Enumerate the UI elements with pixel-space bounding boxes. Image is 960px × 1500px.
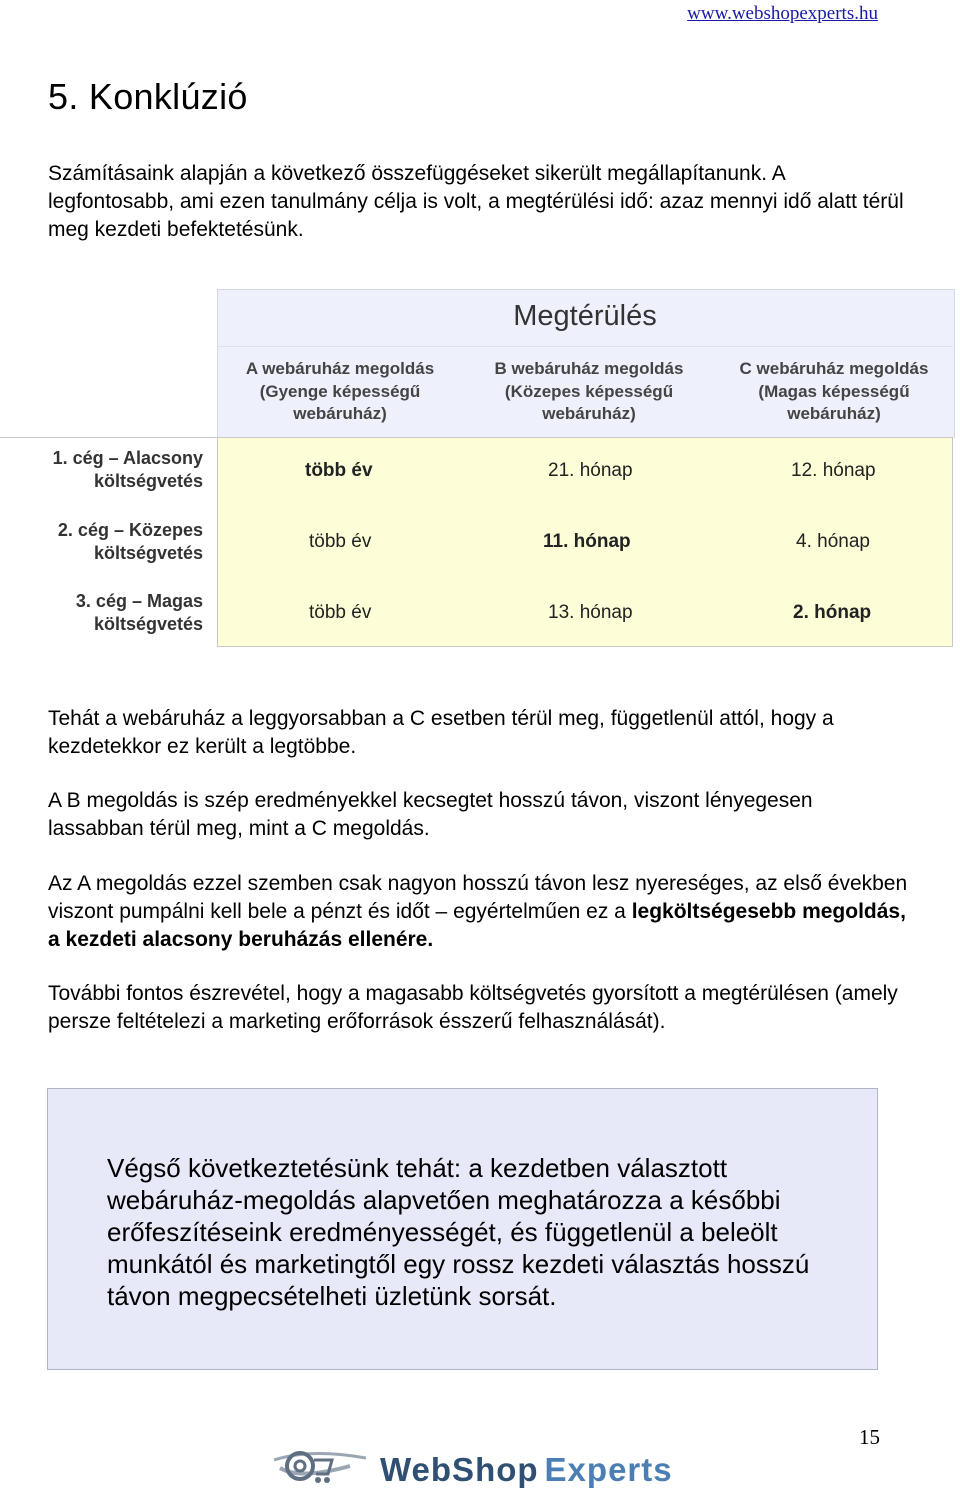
conclusion-text: Végső következtetésünk tehát: a kezdetben választott webáruház-megoldás alapvetően meghatározza a későbbi erőfeszítéseink eredményességét, és függetlenül a beleölt munkától és marketingtől egy rossz kezdeti választás hosszú távon megpecsételheti üzletünk sorsát. [107, 1153, 810, 1311]
cell-3-c: 2. hónap [793, 602, 872, 623]
table-divider [218, 346, 953, 347]
row-header-2: 2. cég – Közepes költségvetés [57, 520, 203, 563]
logo-word-webshop: WebShop [380, 1451, 539, 1488]
cell-1-c: 12. hónap [791, 460, 876, 481]
logo-word-experts: Experts [544, 1451, 673, 1488]
table-title: Megtérülés [513, 300, 657, 332]
page-number: 15 [859, 1425, 880, 1449]
paragraph-3-emphasis: legköltségesebb megoldás, a kezdeti alacsony beruházás ellenére. [48, 900, 906, 951]
row-header-3: 3. cég – Magas költségvetés [75, 591, 203, 634]
cell-1-b: 21. hónap [548, 460, 633, 481]
cell-3-a: több év [309, 602, 372, 623]
website-link[interactable]: www.webshopexperts.hu [687, 3, 878, 24]
row-header-1: 1. cég – Alacsony költségvetés [52, 448, 203, 491]
column-header-a: A webáruház megoldás (Gyenge képességű webáruház) [245, 359, 435, 423]
paragraph-4: További fontos észrevétel, hogy a magasabb költségvetés gyorsított a megtérülésen (amely persze feltételezi a marketing erőforrások ésszerű felhasználását). [48, 982, 898, 1033]
cell-1-a: több év [305, 460, 373, 481]
cell-2-c: 4. hónap [796, 531, 870, 552]
brand-logo [380, 1451, 673, 1489]
paragraph-1: Tehát a webáruház a leggyorsabban a C esetben térül meg, függetlenül attól, hogy a kezdetekkor ez került a legtöbbe. [48, 707, 834, 758]
section-title: 5. Konklúzió [48, 76, 248, 117]
cell-3-b: 13. hónap [548, 602, 633, 623]
paragraph-3-text: Az A megoldás ezzel szemben csak nagyon hosszú távon lesz nyereséges, az első években viszont pumpálni kell bele a pénzt és időt – egyértelműen ez a [48, 872, 908, 923]
paragraph-3 [48, 870, 908, 954]
cell-2-a: több év [309, 531, 372, 552]
column-header-b: B webáruház megoldás (Közepes képességű webáruház) [494, 359, 684, 423]
intro-paragraph: Számításaink alapján a következő összefüggéseket sikerült megállapítanunk. A legfontosabb, ami ezen tanulmány célja is volt, a megtérülési idő: azaz mennyi idő alatt térül meg kezdeti befektetésünk. [48, 162, 904, 241]
cell-2-b: 11. hónap [543, 531, 631, 552]
paragraph-2: A B megoldás is szép eredményekkel kecsegtet hosszú távon, viszont lényegesen lassabban térül meg, mint a C megoldás. [48, 789, 813, 840]
column-header-c: C webáruház megoldás (Magas képességű webáruház) [739, 359, 929, 423]
